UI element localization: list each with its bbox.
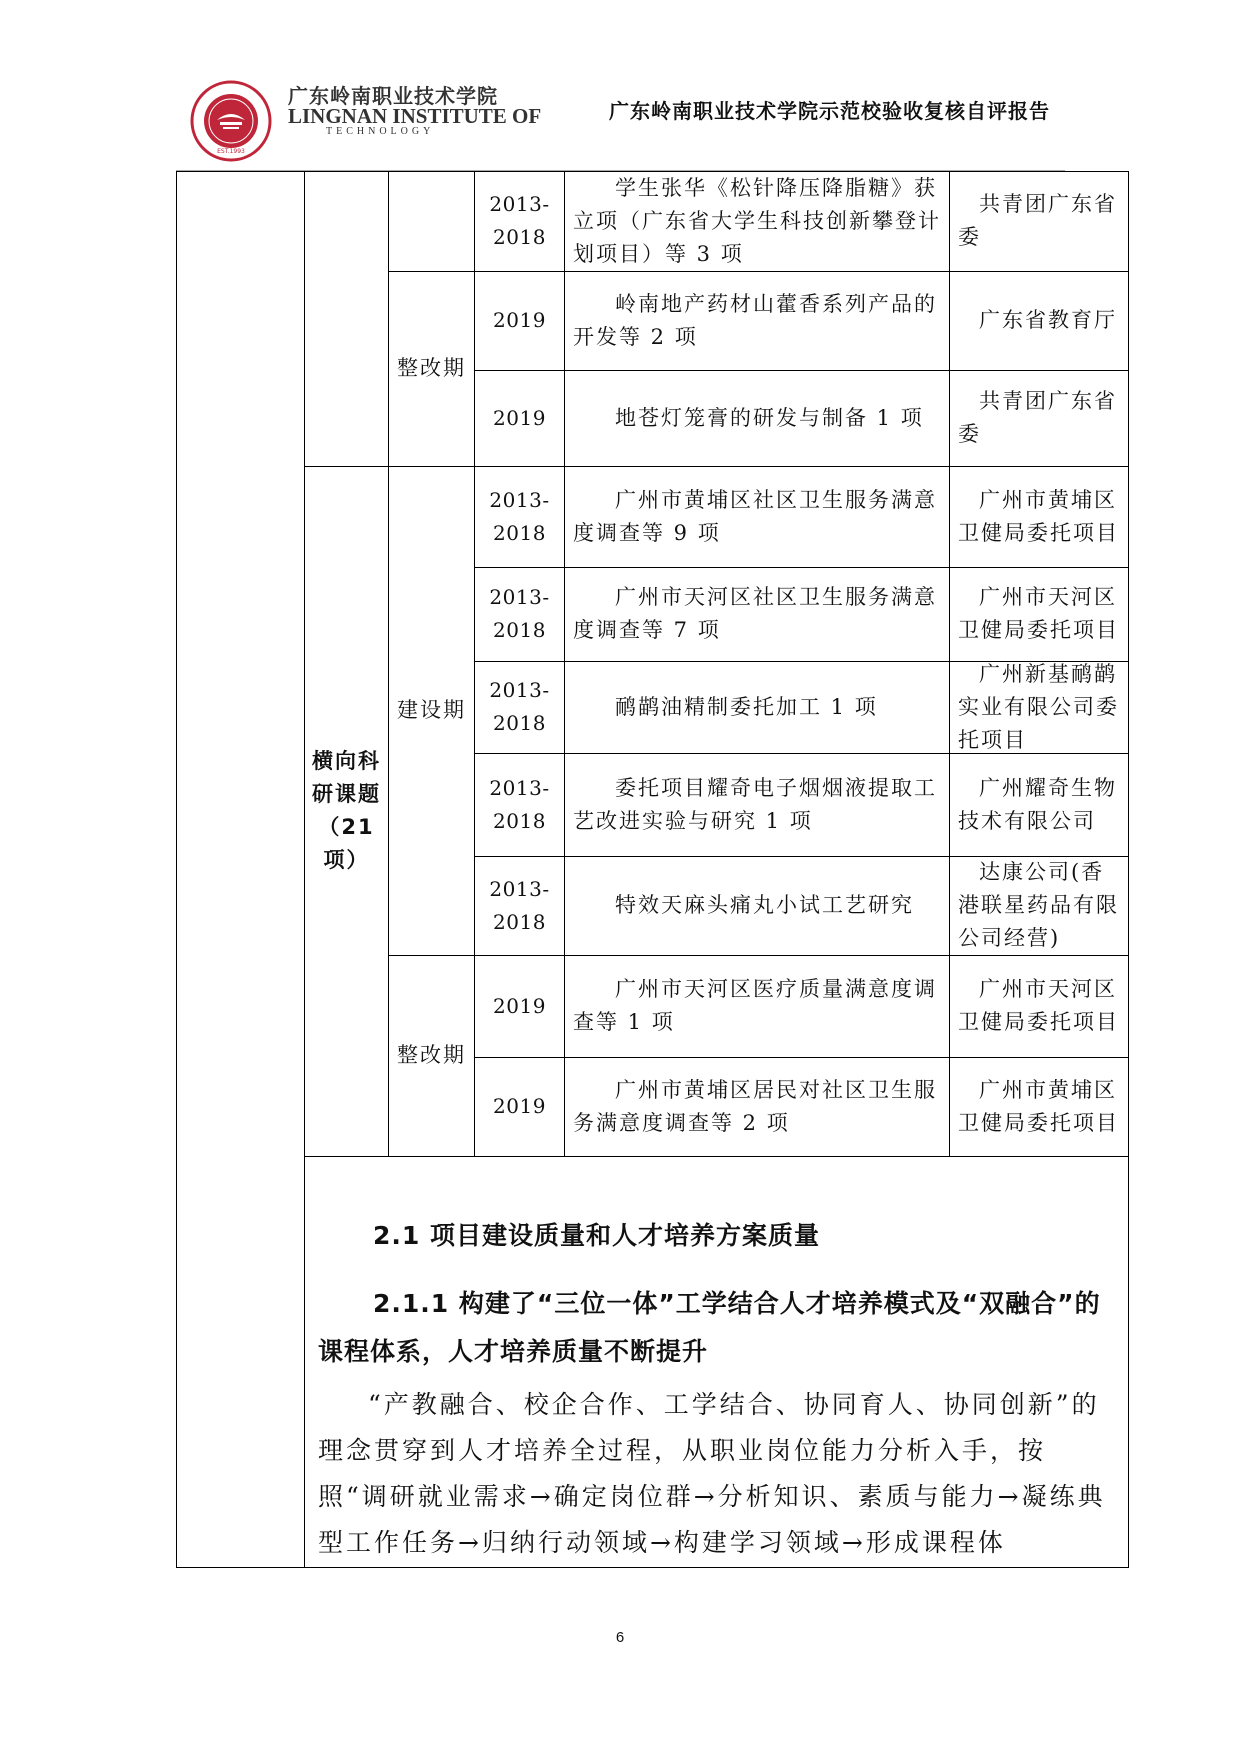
year-cell: 2013-2018	[489, 585, 550, 642]
year-cell: 2013-2018	[489, 678, 550, 735]
project-cell: 广州市黄埔区社区卫生服务满意度调查等 9 项	[573, 487, 937, 545]
school-name-en-2: TECHNOLOGY	[326, 126, 435, 137]
year-cell: 2013-2018	[489, 876, 550, 934]
period-cell: 建设期	[397, 698, 466, 722]
org-cell: 达康公司(香港联星药品有限公司经营)	[958, 860, 1119, 950]
report-title: 广东岭南职业技术学院示范校验收复核自评报告	[609, 99, 1050, 123]
project-cell: 学生张华《松针降压降脂糖》获立项（广东省大学生科技创新攀登计划项目）等 3 项	[573, 175, 941, 266]
period-cell: 整改期	[397, 1043, 466, 1067]
school-logo-icon	[190, 80, 272, 162]
page-number: 6	[615, 1629, 625, 1646]
year-cell: 2013-2018	[489, 192, 550, 249]
school-name-cn: 广东岭南职业技术学院	[288, 84, 498, 108]
org-cell: 广州耀奇生物技术有限公司	[958, 775, 1117, 833]
org-cell: 广州市天河区卫健局委托项目	[958, 977, 1119, 1034]
org-cell: 广东省教育厅	[979, 308, 1117, 332]
project-cell: 广州市黄埔区居民对社区卫生服务满意度调查等 2 项	[573, 1077, 937, 1135]
project-cell: 特效天麻头痛丸小试工艺研究	[615, 893, 914, 917]
project-cell: 委托项目耀奇电子烟烟液提取工艺改进实验与研究 1 项	[573, 775, 937, 833]
subsection-heading: 2.1.1 构建了“三位一体”工学结合人才培养模式及“双融合”的课程体系，人才培养质量不断提升	[318, 1289, 1101, 1366]
section-heading: 2.1 项目建设质量和人才培养方案质量	[373, 1221, 820, 1250]
category-cell: 横向科研课题（21项）	[312, 749, 381, 872]
project-cell: 广州市天河区医疗质量满意度调查等 1 项	[573, 977, 937, 1034]
project-cell: 岭南地产药材山藿香系列产品的开发等 2 项	[573, 291, 937, 349]
svg-text:EST.1993: EST.1993	[217, 148, 245, 155]
year-cell: 2013-2018	[489, 775, 550, 833]
body-paragraph: “产教融合、校企合作、工学结合、协同育人、协同创新”的理念贯穿到人才培养全过程，从职业岗位能力分析入手，按照“调研就业需求→确定岗位群→分析知识、素质与能力→凝练典型工作任务→归纳行动领域→构建学习领域→形成课程体	[318, 1390, 1106, 1557]
school-name-en: LINGNAN INSTITUTE OF	[288, 104, 542, 128]
org-cell: 广州市黄埔区卫健局委托项目	[958, 487, 1119, 545]
org-cell: 共青团广东省委	[958, 192, 1117, 249]
year-cell: 2019	[493, 405, 546, 430]
project-cell: 地苍灯笼膏的研发与制备 1 项	[615, 405, 924, 430]
org-cell: 共青团广东省委	[958, 389, 1117, 446]
project-cell: 鸸鹋油精制委托加工 1 项	[615, 694, 878, 719]
year-cell: 2019	[493, 993, 546, 1018]
period-cell: 整改期	[397, 356, 466, 380]
org-cell: 广州新基鸸鹋实业有限公司委托项目	[958, 661, 1119, 752]
org-cell: 广州市天河区卫健局委托项目	[958, 585, 1119, 642]
year-cell: 2019	[493, 1094, 546, 1118]
year-cell: 2013-2018	[489, 487, 550, 545]
project-cell: 广州市天河区社区卫生服务满意度调查等 7 项	[573, 585, 937, 642]
year-cell: 2019	[493, 308, 546, 332]
org-cell: 广州市黄埔区卫健局委托项目	[958, 1077, 1119, 1135]
